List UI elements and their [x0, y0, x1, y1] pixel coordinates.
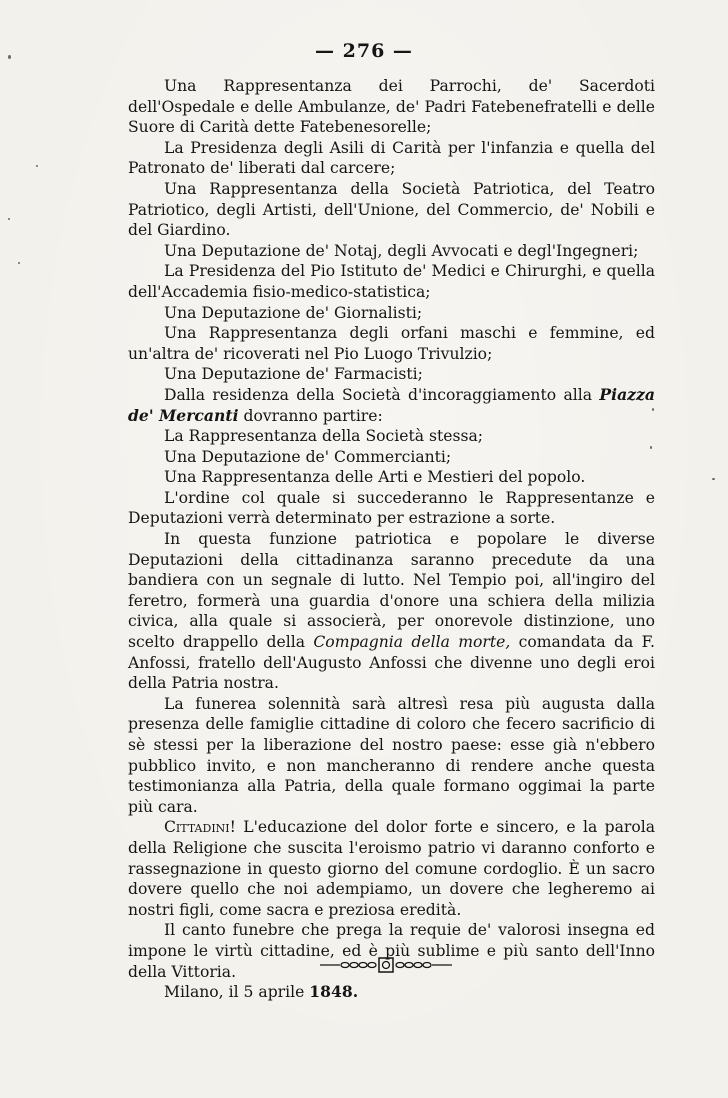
paragraph-text: Dalla residenza della Società d'incoraggiamento alla	[164, 385, 600, 404]
paragraph: La Presidenza degli Asili di Carità per l'infanzia e quella del Patronato de' liberati dal carcere;	[128, 138, 655, 178]
paragraph: Una Rappresentanza della Società Patriotica, del Teatro Patriotico, degli Artisti, dell'Unione, del Commercio, de' Nobili e del Giardino.	[128, 179, 655, 240]
paragraph: Una Rappresentanza degli orfani maschi e femmine, ed un'altra de' ricoverati nel Pio Luogo Trivulzio;	[128, 324, 655, 363]
paragraph	[128, 385, 655, 426]
paragraph-text: dovranno partire:	[238, 406, 383, 425]
paper-speck	[712, 478, 715, 480]
paragraph-text: comandata da F. Anfossi, fratello dell'Augusto Anfossi che divenne uno degli eroi della Patria nostra.	[128, 633, 656, 693]
paper-speck	[8, 218, 10, 220]
paragraph: La Presidenza del Pio Istituto de' Medici e Chirurghi, e quella dell'Accademia fisio-medico-statistica;	[128, 262, 655, 301]
smallcaps-address: Cittadini	[164, 818, 230, 837]
paper-speck	[36, 165, 38, 167]
italic-place-name: Piazza de' Mercanti	[128, 384, 655, 425]
paragraph: La Rappresentanza della Società stessa;	[164, 427, 484, 446]
paragraph: Una Deputazione de' Giornalisti;	[164, 303, 423, 322]
paragraph	[128, 817, 655, 920]
paper-speck	[18, 262, 20, 264]
place-date: Milano, il 5 aprile	[164, 983, 310, 1002]
paragraph: Il canto funebre che prega la requie de' valorosi insegna ed impone le virtù cittadine, ed è più sublime e più santo dell'Inno della Vittoria.	[128, 921, 655, 981]
paragraph-text: In questa funzione patriotica e popolare le diverse Deputazioni della cittadinanza saranno precedute da una bandiera con un segnale di lutto. Nel Tempio poi, all'ingiro del feretro, formerà una guardia d'onore una schiera della milizia civica, alla quale si associerà, per onorevole distinzione, uno scelto drappello della	[128, 530, 655, 652]
italic-company-name: Compagnia della morte,	[313, 633, 511, 652]
paragraph: Una Rappresentanza dei Parrochi, de' Sacerdoti dell'Ospedale e delle Ambulanze, de' Padri Fatebenefratelli e delle Suore di Carità dette Fatebenesorelle;	[128, 77, 655, 137]
decorative-ornament	[320, 956, 452, 974]
paragraph: Una Deputazione de' Notaj, degli Avvocati e degl'Ingegneri;	[164, 241, 639, 260]
paragraph: Una Rappresentanza delle Arti e Mestieri del popolo.	[164, 468, 586, 487]
paragraph: Una Deputazione de' Commercianti;	[164, 447, 452, 466]
paragraph: Una Deputazione de' Farmacisti;	[164, 365, 423, 384]
paragraph	[128, 529, 655, 694]
page-number: — 276 —	[315, 40, 413, 62]
paragraph-text: ! L'educazione del dolor forte e sincero, e la parola della Religione che suscita l'eroismo patrio vi daranno conforto e rassegnazione in questo giorno del comune cordoglio. È un sacro dovere quello che noi adempiamo, un dovere che legheremo ai nostri figli, come sacra e preziosa eredità.	[128, 818, 655, 919]
closing-line	[128, 982, 655, 1003]
paragraph: La funerea solennità sarà altresì resa più augusta dalla presenza delle famiglie cittadine di coloro che fecero sacrificio di sè stessi per la liberazione del nostro paese: esse già n'ebbero pubblico invito, e non mancheranno di rendere anche questa testimonianza alla Patria, della quale formano oggimai la parte più cara.	[128, 694, 655, 816]
body-text	[128, 76, 655, 1003]
year: 1848.	[309, 982, 359, 1002]
paragraph: L'ordine col quale si succederanno le Rappresentanze e Deputazioni verrà determinato per estrazione a sorte.	[128, 488, 655, 528]
